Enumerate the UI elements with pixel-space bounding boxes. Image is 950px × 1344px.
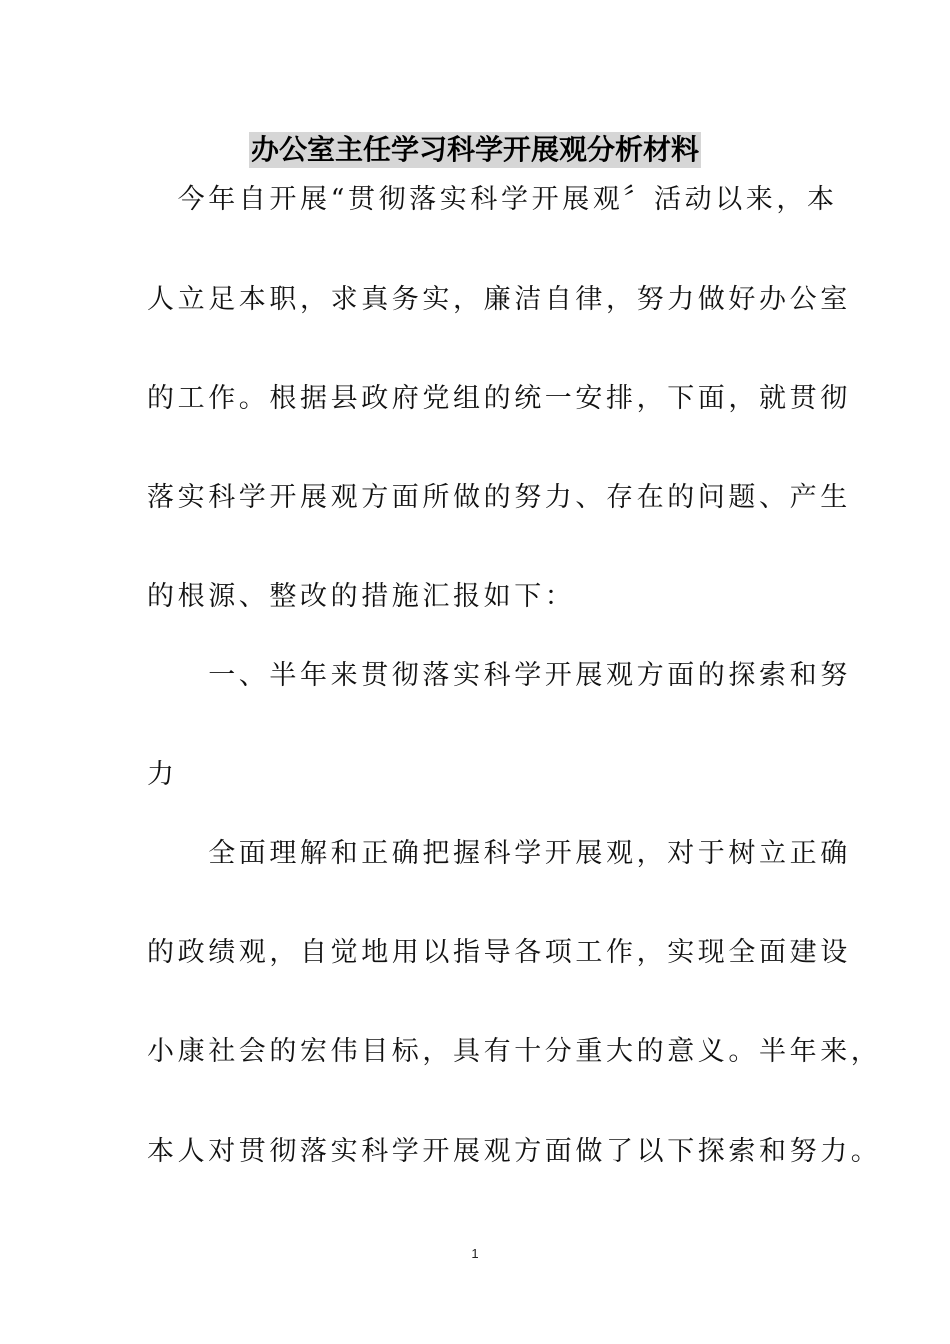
page-number: 1 bbox=[471, 1246, 479, 1261]
body-line: 落实科学开展观方面所做的努力、存在的问题、产生 bbox=[147, 482, 851, 513]
document-title: 办公室主任学习科学开展观分析材料 bbox=[250, 133, 699, 166]
section-heading-line: 力 bbox=[147, 759, 178, 790]
body-line: 的工作。根据县政府党组的统一安排，下面，就贯彻 bbox=[147, 383, 851, 414]
body-line: 的根源、整改的措施汇报如下： bbox=[147, 581, 576, 612]
section-heading-line: 一、半年来贯彻落实科学开展观方面的探索和努 bbox=[147, 660, 851, 691]
body-line: 的政绩观，自觉地用以指导各项工作，实现全面建设 bbox=[147, 937, 851, 968]
body-line: 人立足本职，求真务实，廉洁自律，努力做好办公室 bbox=[147, 284, 851, 315]
body-line: 全面理解和正确把握科学开展观，对于树立正确 bbox=[147, 838, 851, 869]
title-container bbox=[0, 132, 950, 168]
body-line: 今年自开展“贯彻落实科学开展观〞活动以来，本 bbox=[147, 184, 838, 215]
body-line: 小康社会的宏伟目标，具有十分重大的意义。半年来， bbox=[147, 1036, 882, 1067]
body-line: 本人对贯彻落实科学开展观方面做了以下探索和努力。 bbox=[147, 1136, 882, 1167]
